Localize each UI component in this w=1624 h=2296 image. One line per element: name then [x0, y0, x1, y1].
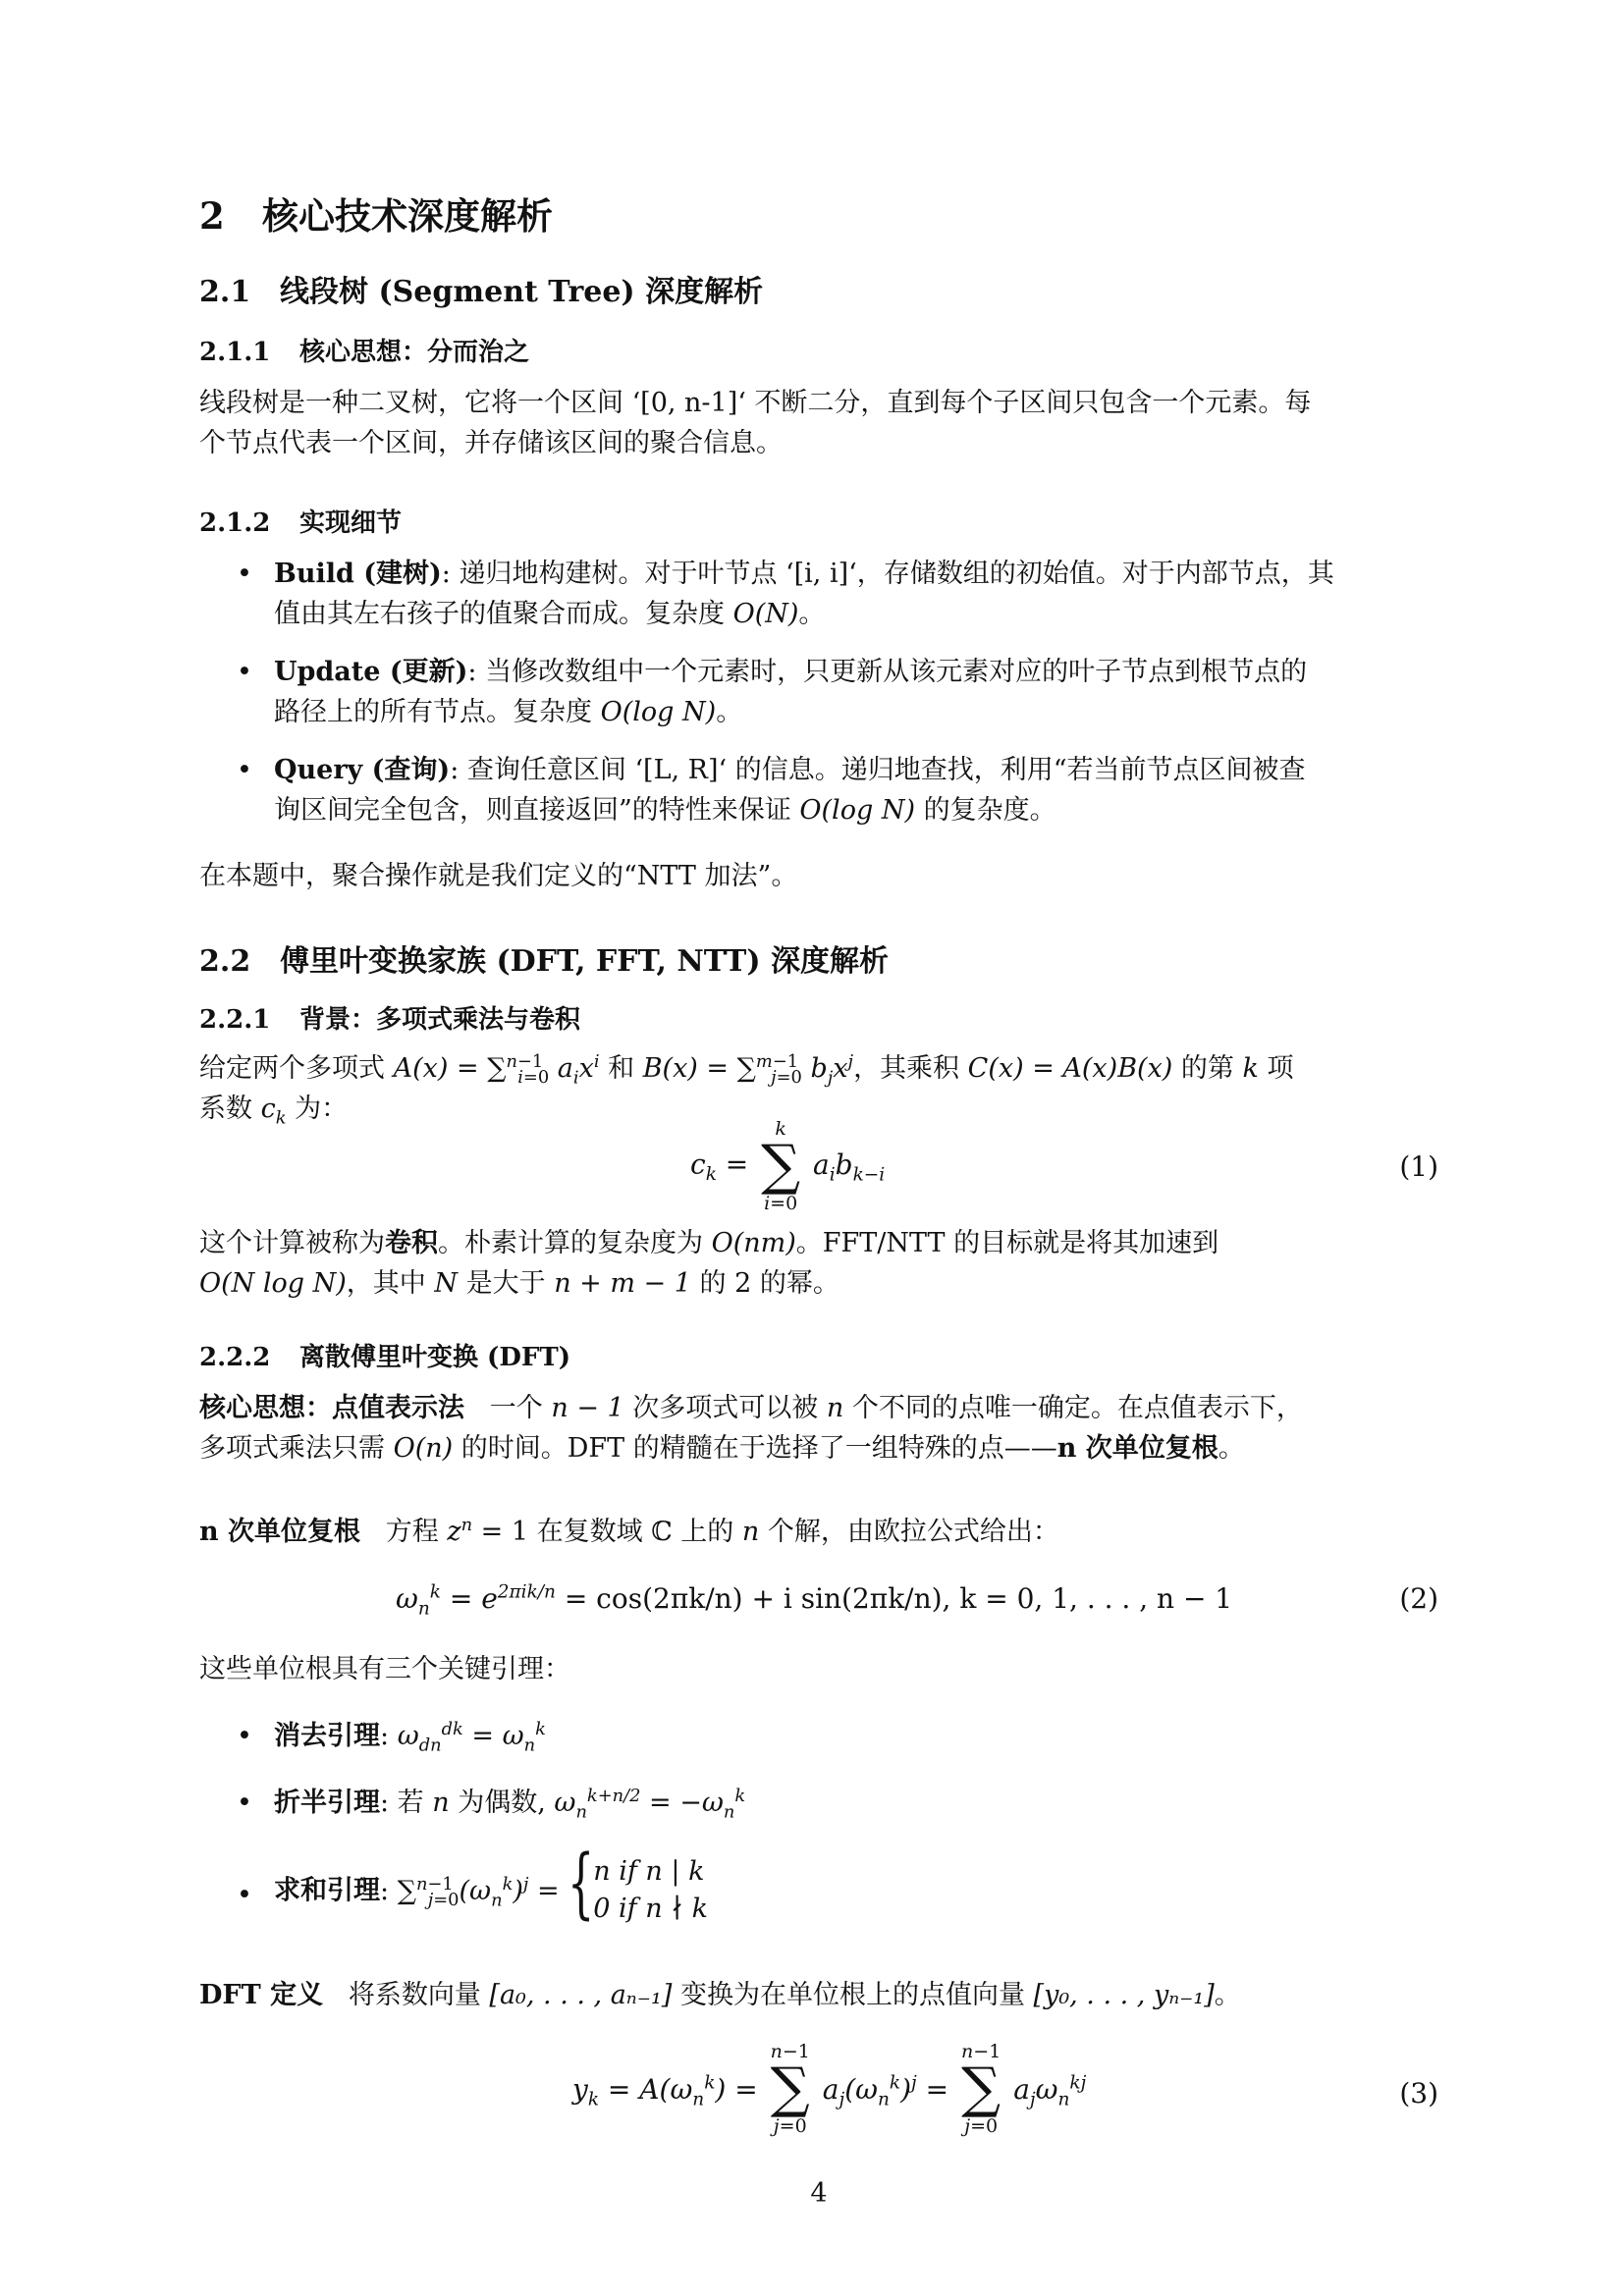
item-text: : 递归地构建树。对于叶节点 ‘[i, i]‘，存储数组的初始值。对于内部节点，其 [441, 559, 1334, 589]
math-expr: n − 1 [551, 1393, 624, 1423]
bullet: • [237, 559, 252, 589]
complexity-expr: O(nm) [711, 1228, 796, 1258]
bullet: • [237, 657, 252, 687]
text-run: 次多项式可以被 [623, 1393, 827, 1423]
equation-2 [199, 1582, 1438, 1631]
page-number: 4 [810, 2178, 828, 2209]
equation-body: $\omega_n^k = e^{2\pi ik/n} = \cos(2\pi k/n) + i$ sin(2πk/n), k = 0, 1, . . . , n − 1 [396, 1581, 1233, 1620]
text-run: 。朴素计算的复杂度为 [438, 1228, 712, 1258]
text-run: 。 [1218, 1433, 1245, 1464]
item-label: Query (查询) [274, 755, 451, 785]
list-item-summation-lemma: • 求和引理: $\sum^{n-1}_{j=0}(\omega_n^k)^j$ = { n if n | k 0 if n ∤ k [237, 1840, 709, 1928]
paragraph-aggregation [199, 856, 1438, 896]
item-text: 值由其左右孩子的值聚合而成。复杂度 [274, 599, 733, 629]
poly-a-expr: A(x) = [393, 1053, 488, 1084]
text-run: 的第 [1172, 1053, 1243, 1084]
math-expr: n [741, 1517, 760, 1547]
text-run: 方程 [385, 1517, 448, 1547]
equation-3 [199, 2042, 1438, 2136]
text-run: = 1 在复数域 ℂ 上的 [472, 1517, 742, 1547]
math-expr: n + m − 1 [554, 1268, 691, 1299]
list-item-build [239, 554, 1438, 634]
subsubsection-number: 2.2.2 [199, 1343, 271, 1372]
subsection-heading [199, 936, 889, 980]
equation-number: (3) [1399, 2077, 1438, 2109]
lemma-label: 求和引理 [274, 1875, 380, 1906]
item-text: 的复杂度。 [914, 795, 1056, 826]
list-item-halving-lemma: • 折半引理: 若 n 为偶数, $\omega_n^{k+n/2} = -\omega_n^k$ [239, 1783, 1438, 1823]
paragraph-segment-tree-intro [199, 383, 1438, 463]
item-text: 。 [716, 697, 743, 727]
var-n: N [434, 1268, 459, 1299]
paper-page [199, 0, 1438, 2296]
paragraph-heading: 核心思想：点值表示法 [199, 1393, 464, 1423]
equation-number: (1) [1399, 1150, 1438, 1183]
list-item-cancellation-lemma: • 消去引理: $\omega_{dn}^{dk} = \omega_n^k$ [239, 1716, 1438, 1756]
bullet: • [237, 1880, 252, 1910]
complexity-expr: O(n) [393, 1433, 454, 1464]
subsection-number: 2.1 [199, 275, 251, 309]
paragraph-roots-of-unity: n 次单位复根 方程 $z^n = 1$ 在复数域 ℂ 上的 n 个解，由欧拉公式给出： [199, 1515, 1059, 1547]
math-expr: [a₀, . . . , aₙ₋₁] [489, 1980, 673, 2010]
poly-c-expr: C(x) = A(x)B(x) [967, 1053, 1173, 1084]
paragraph-lemmas-intro [199, 1649, 1438, 1689]
text-line: 在本题中，聚合操作就是我们定义的“NTT 加法”。 [199, 861, 798, 891]
list-item-update [239, 652, 1438, 732]
text-run: 项 [1258, 1053, 1294, 1084]
text-run: 这个计算被称为 [199, 1228, 385, 1258]
paragraph-dft-definition [199, 1975, 1438, 2015]
item-text: 路径上的所有节点。复杂度 [274, 697, 601, 727]
section-heading [199, 187, 553, 240]
text-run: 个不同的点唯一确定。在点值表示下， [843, 1393, 1303, 1423]
text-run: 多项式乘法只需 [199, 1433, 394, 1464]
text-line: 这些单位根具有三个关键引理： [199, 1654, 570, 1684]
subsection-title: 线段树 (Segment Tree) 深度解析 [280, 275, 764, 309]
item-text: : 查询任意区间 ‘[L, R]‘ 的信息。递归地查找，利用“若当前节点区间被查 [450, 755, 1306, 785]
paragraph-polynomial-product: 给定两个多项式 A(x) = ∑$^{n-1}_{i=0}$ $a_ix^i$ 和 B(x) = ∑$^{m-1}_{j=0}$ $b_jx^j$，其乘积 C(x) = A(x)B(x) 的第 k 项 系数 $c_k$ 为： [199, 1051, 1294, 1129]
coef-c: c [260, 1094, 276, 1124]
text-run: 为： [286, 1094, 349, 1124]
text-run: 。 [1214, 1980, 1241, 2010]
item-label: Update (更新) [274, 657, 468, 687]
eq-rhs: = cos(2πk/n) + i sin(2πk/n), k = 0, 1, . . . , n − 1 [564, 1582, 1233, 1615]
equation-body: $y_k = A(\omega_n^k)$ = n−1 ∑ j=0 $a_j(\omega_n^k)^j$ = n−1 ∑ j=0 $a_j\omega_n^{kj}$ [572, 2041, 1087, 2137]
paragraph-heading: DFT 定义 [199, 1980, 324, 2010]
text-line: 个节点代表一个区间，并存储该区间的聚合信息。 [199, 428, 783, 458]
text-run: 个解，由欧拉公式给出： [759, 1517, 1059, 1547]
subsubsection-number: 2.1.2 [199, 508, 271, 538]
text-run: ，其中 [346, 1268, 435, 1299]
text-run: : 若 [380, 1788, 433, 1818]
complexity-expr: O(N) [732, 599, 799, 629]
text-run: 和 [599, 1053, 643, 1084]
math-expr: z [447, 1517, 461, 1547]
subsubsection-title: 背景：多项式乘法与卷积 [299, 1005, 581, 1035]
bold-term: n 次单位复根 [1056, 1433, 1218, 1464]
text-run: 将系数向量 [348, 1980, 490, 2010]
subsubsection-title: 离散傅里叶变换 (DFT) [299, 1343, 571, 1372]
bold-term: 卷积 [385, 1228, 438, 1258]
cases-expr: { n if n | k 0 if n ∤ k [568, 1840, 709, 1928]
poly-b-expr: B(x) = [642, 1053, 737, 1084]
equation-body: $c_k$ = k ∑ i=0 $a_ib_{k-i}$ [690, 1118, 886, 1214]
complexity-expr: O(N log N) [199, 1268, 347, 1299]
case-row: n if n | k [593, 1856, 705, 1887]
text-run: ，其乘积 [853, 1053, 968, 1084]
paragraph-heading: n 次单位复根 [199, 1517, 361, 1547]
subsection-heading [199, 267, 763, 310]
item-text: 询区间完全包含，则直接返回”的特性来保证 [274, 795, 800, 826]
index-k: k [1242, 1053, 1259, 1084]
text-run: 给定两个多项式 [199, 1053, 394, 1084]
subsection-number: 2.2 [199, 944, 251, 979]
subsubsection-title: 实现细节 [299, 508, 403, 538]
equation-number: (2) [1399, 1582, 1438, 1615]
subsubsection-title: 核心思想：分而治之 [299, 338, 530, 367]
text-run: 变换为在单位根上的点值向量 [672, 1980, 1034, 2010]
subsubsection-number: 2.2.1 [199, 1005, 271, 1035]
bullet: • [237, 1721, 252, 1751]
section-number: 2 [199, 194, 225, 238]
subsubsection-heading [199, 503, 402, 539]
complexity-expr: O(log N) [600, 697, 717, 727]
case-row: 0 if n ∤ k [593, 1894, 709, 1924]
paragraph-convolution [199, 1223, 1438, 1304]
subsection-title: 傅里叶变换家族 (DFT, FFT, NTT) 深度解析 [280, 944, 890, 979]
paragraph-point-value [199, 1388, 1438, 1468]
text-run: 。FFT/NTT 的目标就是将其加速到 [795, 1228, 1219, 1258]
eq-lhs: c [690, 1148, 706, 1181]
lemma-label: 消去引理 [274, 1721, 380, 1751]
lemma-label: 折半引理 [274, 1788, 380, 1818]
text-run: 是大于 [458, 1268, 555, 1299]
text-run: 一个 [489, 1393, 552, 1423]
text-line: 线段树是一种二叉树，它将一个区间 ‘[0, n-1]‘ 不断二分，直到每个子区间只包含一个元素。每 [199, 388, 1312, 418]
text-run: 的时间。DFT 的精髓在于选择了一组特殊的点—— [453, 1433, 1057, 1464]
complexity-expr: O(log N) [799, 795, 915, 826]
math-expr: n [432, 1788, 450, 1818]
math-expr: n [826, 1393, 844, 1423]
equation-1 [199, 1118, 1438, 1214]
subsubsection-heading [199, 1337, 570, 1373]
bullet: • [237, 755, 252, 785]
math-expr: [y₀, . . . , yₙ₋₁] [1033, 1980, 1215, 2010]
item-text: 。 [798, 599, 826, 629]
subsubsection-number: 2.1.1 [199, 338, 271, 367]
list-item-query [239, 750, 1438, 830]
item-label: Build (建树) [274, 559, 442, 589]
section-title: 核心技术深度解析 [262, 194, 553, 238]
subsubsection-heading [199, 999, 580, 1036]
text-run: 的 2 的幂。 [690, 1268, 839, 1299]
text-run: 为偶数, [449, 1788, 555, 1818]
text-run: 系数 [199, 1094, 261, 1124]
bullet: • [237, 1788, 252, 1818]
subsubsection-heading [199, 332, 529, 368]
item-text: : 当修改数组中一个元素时，只更新从该元素对应的叶子节点到根节点的 [467, 657, 1308, 687]
